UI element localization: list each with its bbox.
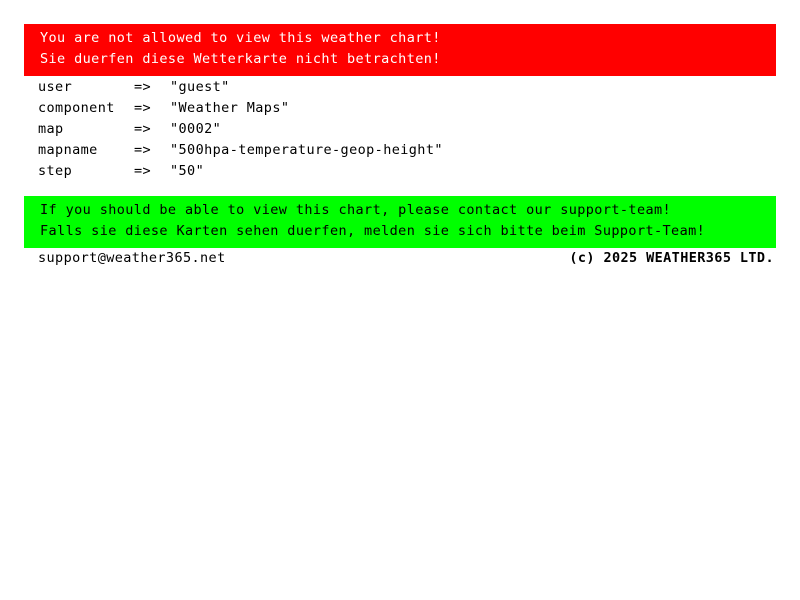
error-banner-line-en: You are not allowed to view this weather chart! bbox=[40, 30, 441, 46]
info-banner-line-en: If you should be able to view this chart, please contact our support-team! bbox=[40, 202, 672, 218]
parameter-key: map bbox=[38, 121, 64, 137]
parameter-arrow: => bbox=[134, 121, 152, 137]
table-row bbox=[38, 122, 443, 143]
parameter-key: component bbox=[38, 100, 115, 116]
parameter-value: "50" bbox=[170, 163, 205, 179]
support-email-link[interactable]: support@weather365.net bbox=[38, 250, 226, 266]
error-banner bbox=[24, 24, 776, 76]
table-row bbox=[38, 164, 443, 185]
parameter-key: user bbox=[38, 79, 73, 95]
parameter-key: step bbox=[38, 163, 73, 179]
info-banner-line-de: Falls sie diese Karten sehen duerfen, melden sie sich bitte beim Support-Team! bbox=[40, 223, 706, 239]
parameter-arrow: => bbox=[134, 100, 152, 116]
table-row bbox=[38, 101, 443, 122]
info-banner bbox=[24, 196, 776, 248]
footer bbox=[38, 250, 774, 266]
parameter-arrow: => bbox=[134, 142, 152, 158]
parameter-key: mapname bbox=[38, 142, 98, 158]
parameter-list bbox=[38, 80, 443, 185]
parameter-value: "Weather Maps" bbox=[170, 100, 290, 116]
parameter-value: "0002" bbox=[170, 121, 222, 137]
parameter-value: "500hpa-temperature-geop-height" bbox=[170, 142, 443, 158]
table-row bbox=[38, 143, 443, 164]
parameter-arrow: => bbox=[134, 163, 152, 179]
error-banner-line-de: Sie duerfen diese Wetterkarte nicht betrachten! bbox=[40, 51, 441, 67]
copyright-notice: (c) 2025 WEATHER365 LTD. bbox=[569, 250, 774, 266]
parameter-arrow: => bbox=[134, 79, 152, 95]
parameter-value: "guest" bbox=[170, 79, 230, 95]
parameter-table bbox=[38, 80, 443, 185]
table-row bbox=[38, 80, 443, 101]
